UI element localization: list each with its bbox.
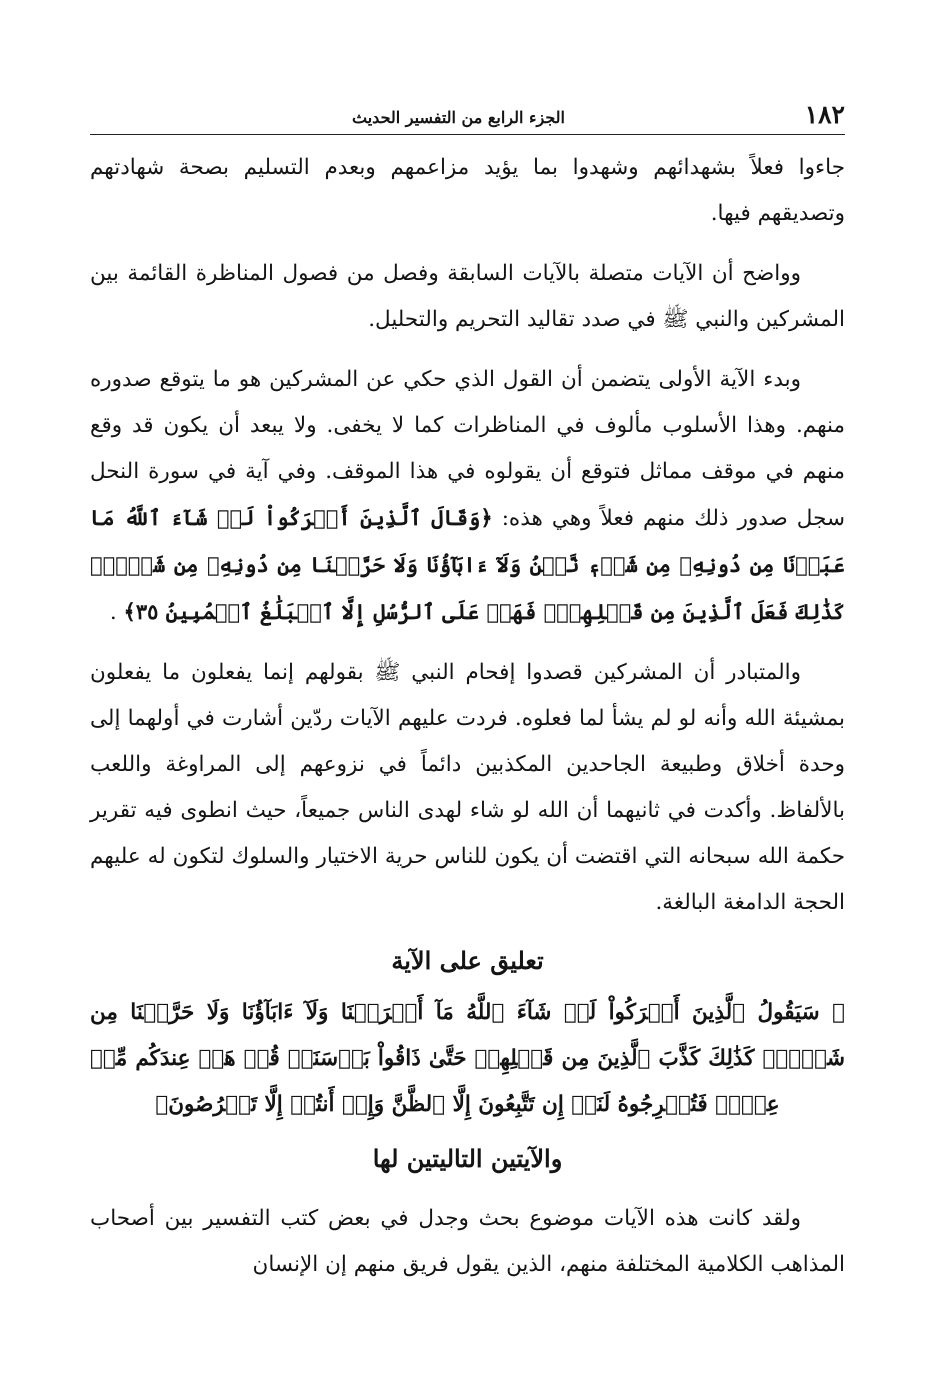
paragraph-nahl-reference	[90, 357, 845, 636]
document-page	[90, 98, 845, 1288]
paragraph-end-mark: .	[109, 600, 117, 625]
paragraph-continuation: جاءوا فعلاً بشهدائهم وشهدوا بما يؤيد مزاعمهم وبعدم التسليم بصحة شهادتهم وتصديقهم فيها.	[90, 155, 845, 226]
quran-quote-nahl: ﴿وَقَالَ ٱلَّذِينَ أَشۡرَكُواْ لَوۡ شَآءَ ٱللَّهُ مَا عَبَدۡنَا مِن دُونِهِۦ مِن شَيۡءٖ نَّحۡنُ وَلَآ ءَابَآؤُنَا وَلَا حَرَّمۡنَا مِن دُونِهِۦ مِن شَيۡءٖۚ كَذَٰلِكَ فَعَلَ ٱلَّذِينَ مِن قَبۡلِهِمۡۚ فَهَلۡ عَلَى ٱلرُّسُلِ إِلَّا ٱلۡبَلَٰغُ ٱلۡمُبِينُ ٣٥﴾	[90, 505, 845, 624]
running-header	[90, 98, 845, 135]
section-heading: تعليق على الآية	[391, 946, 544, 975]
section-subheading: والآيتين التاليتين لها	[372, 1144, 563, 1173]
paragraph-nahl-text: وبدء الآية الأولى يتضمن أن القول الذي حكي عن المشركين هو ما يتوقع صدوره منهم. وهذا الأسلوب مألوف في المناظرات كما لا يخفى. ولا يبعد أن يكون قد وقع منهم في موقف مماثل فتوقع أن يقولوه في هذا الموقف. وفي آية في سورة النحل سجل صدور ذلك منهم فعلاً وهي هذه:	[90, 367, 845, 531]
paragraph-discussion: ولقد كانت هذه الآيات موضوع بحث وجدل في بعض كتب التفسير بين أصحاب المذاهب الكلامية المختلفة منهم، الذين يقول فريق منهم إن الإنسان	[90, 1206, 845, 1277]
paragraph-context: وواضح أن الآيات متصلة بالآيات السابقة وفصل من فصول المناظرة القائمة بين المشركين والنبي ﷺ في صدد تقاليد التحريم والتحليل.	[90, 261, 845, 332]
paragraph-interpretation: والمتبادر أن المشركين قصدوا إفحام النبي ﷺ بقولهم إنما يفعلون ما يفعلون بمشيئة الله وأنه لو لم يشأ لما فعلوه. فردت عليهم الآيات ردّين أشارت في أولهما إلى وحدة أخلاق وطبيعة الجاحدين المكذبين دائماً في نزوعهم إلى المراوغة واللعب بالألفاظ. وأكدت في ثانيهما أن الله لو شاء لهدى الناس جميعاً، حيث انطوى فيه تقرير حكمة الله سبحانه التي اقتضت أن يكون للناس حرية الاختيار والسلوك لتكون له عليهم الحجة الدامغة البالغة.	[90, 660, 845, 915]
running-title: الجزء الرابع من التفسير الحديث	[352, 108, 565, 127]
quran-verse-block: ﴿ سَيَقُولُ ٱلَّذِينَ أَشۡرَكُواْ لَوۡ شَآءَ ٱللَّهُ مَآ أَشۡرَكۡنَا وَلَآ ءَابَآؤُنَا وَلَا حَرَّمۡنَا مِن شَيۡءٖۚ كَذَٰلِكَ كَذَّبَ ٱلَّذِينَ مِن قَبۡلِهِمۡ حَتَّىٰ ذَاقُواْ بَأۡسَنَاۗ قُلۡ هَلۡ عِندَكُم مِّنۡ عِلۡمٖ فَتُخۡرِجُوهُ لَنَآۖ إِن تَتَّبِعُونَ إِلَّا ٱلظَّنَّ وَإِنۡ أَنتُمۡ إِلَّا تَخۡرُصُونَ﴾	[90, 1000, 845, 1117]
page-number: ١٨٢	[804, 100, 845, 129]
